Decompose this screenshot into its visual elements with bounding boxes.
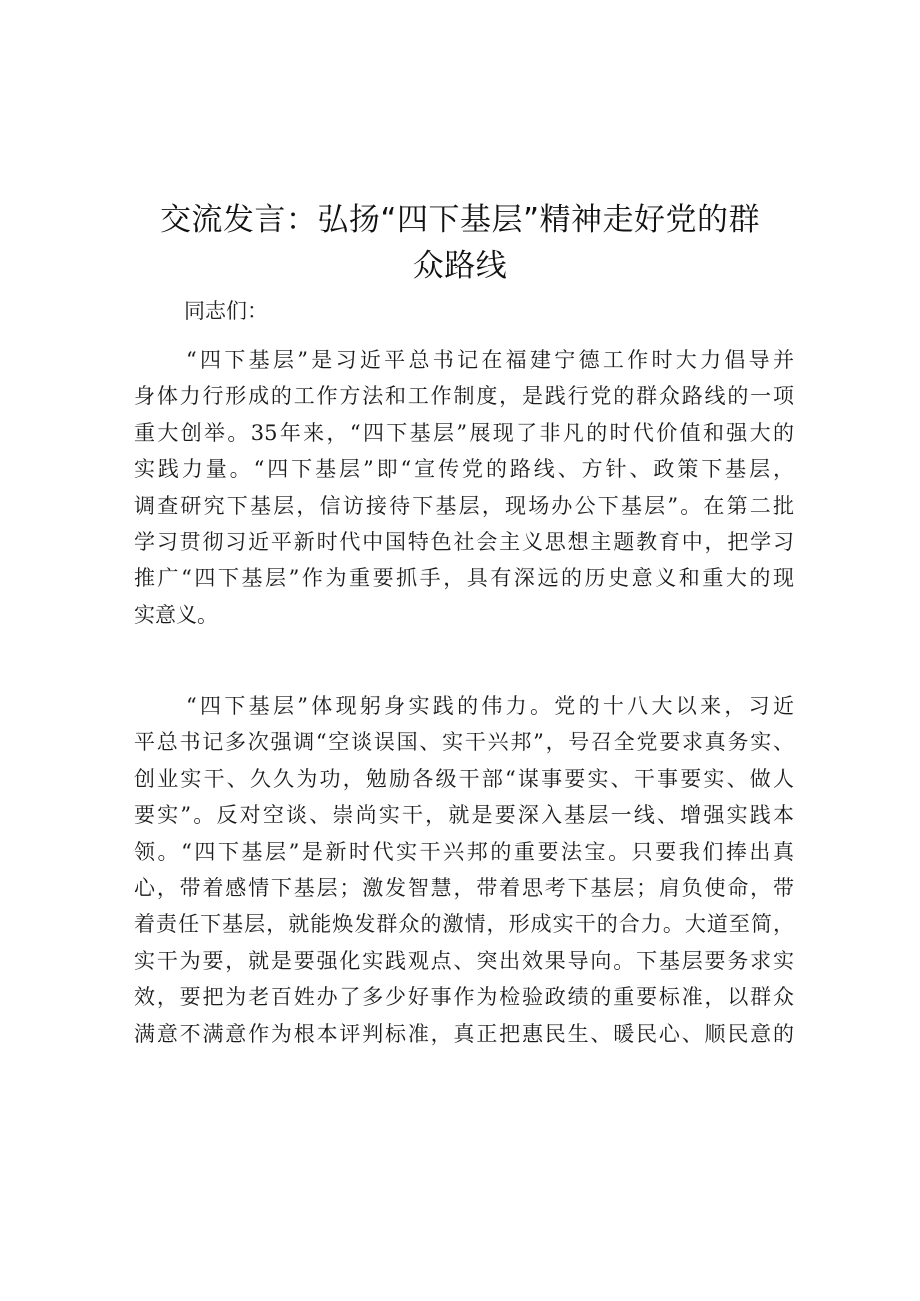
paragraph-line: 学习贯彻习近平新时代中国特色社会主义思想主题教育中，把学习	[134, 530, 794, 555]
body-paragraph	[134, 688, 794, 1052]
paragraph-line: 满意不满意作为根本评判标准，真正把惠民生、暖民心、顺民意的	[134, 1021, 794, 1046]
document-title	[130, 197, 790, 289]
paragraph-line: 平总书记多次强调“空谈误国、实干兴邦”，号召全党要求真务实、	[134, 730, 794, 755]
paragraph-line: 效，要把为老百姓办了多少好事作为检验政绩的重要标准，以群众	[134, 985, 794, 1010]
paragraph-line: 身体力行形成的工作方法和工作制度，是践行党的群众路线的一项	[134, 384, 794, 409]
paragraph-line: 推广“四下基层”作为重要抓手，具有深远的历史意义和重大的现	[134, 566, 794, 591]
body-paragraph	[134, 342, 794, 633]
paragraph-line: 心，带着感情下基层；激发智慧，带着思考下基层；肩负使命，带	[134, 876, 794, 901]
paragraph-line: 重大创举。35年来，“四下基层”展现了非凡的时代价值和强大的	[134, 420, 794, 445]
title-line: 交流发言：弘扬“四下基层”精神走好党的群	[159, 202, 761, 238]
paragraph-line: 创业实干、久久为功，勉励各级干部“谋事要实、干事要实、做人	[134, 766, 794, 791]
paragraph-line: “四下基层”体现躬身实践的伟力。党的十八大以来，习近	[186, 694, 794, 718]
title-line: 众路线	[412, 248, 508, 284]
paragraph-line: 着责任下基层，就能焕发群众的激情，形成实干的合力。大道至简，	[134, 912, 794, 937]
paragraph-line: 调查研究下基层，信访接待下基层，现场办公下基层”。在第二批	[134, 493, 794, 518]
greeting: 同志们：	[184, 299, 268, 323]
paragraph-line: 实干为要，就是要强化实践观点、突出效果导向。下基层要务求实	[134, 948, 794, 973]
paragraph-line: 领。“四下基层”是新时代实干兴邦的重要法宝。只要我们捧出真	[134, 839, 794, 864]
paragraph-line: 实践力量。“四下基层”即“宣传党的路线、方针、政策下基层，	[134, 457, 794, 482]
paragraph-line: 要实”。反对空谈、崇尚实干，就是要深入基层一线、增强实践本	[134, 803, 794, 828]
paragraph-line: “四下基层”是习近平总书记在福建宁德工作时大力倡导并	[186, 348, 794, 372]
paragraph-line: 实意义。	[134, 602, 218, 627]
